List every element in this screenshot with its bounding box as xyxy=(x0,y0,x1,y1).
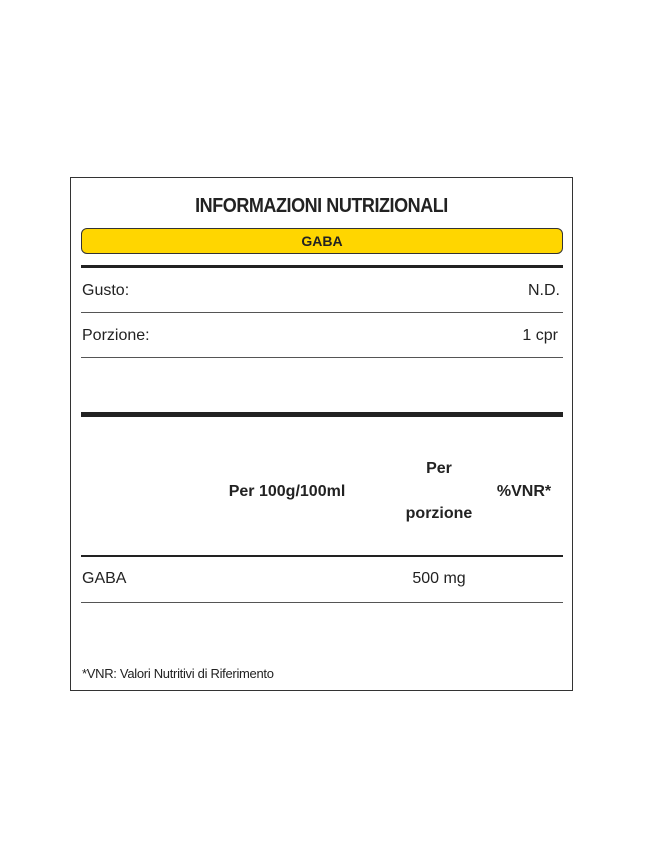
column-header-per-100: Per 100g/100ml xyxy=(228,483,346,500)
serving-value: 1 cpr xyxy=(522,327,558,344)
divider xyxy=(81,602,563,603)
column-header-vnr: %VNR* xyxy=(496,483,552,500)
nutrition-label xyxy=(70,177,573,691)
divider xyxy=(81,357,563,358)
nutrient-name: GABA xyxy=(82,570,127,587)
column-header-per-serving-line1: Per xyxy=(426,460,452,477)
nutrient-per-serving: 500 mg xyxy=(412,570,466,587)
flavor-label: Gusto: xyxy=(82,282,130,299)
divider xyxy=(81,265,563,268)
label-title: INFORMAZIONI NUTRIZIONALI xyxy=(195,195,448,217)
footnote: *VNR: Valori Nutritivi di Riferimento xyxy=(82,666,274,681)
flavor-value: N.D. xyxy=(528,282,560,299)
thick-divider xyxy=(81,412,563,417)
divider xyxy=(81,312,563,313)
serving-label: Porzione: xyxy=(82,327,150,344)
divider xyxy=(81,555,563,557)
column-header-per-serving-line2: porzione xyxy=(405,505,473,522)
product-name-bar: GABA xyxy=(81,228,563,254)
